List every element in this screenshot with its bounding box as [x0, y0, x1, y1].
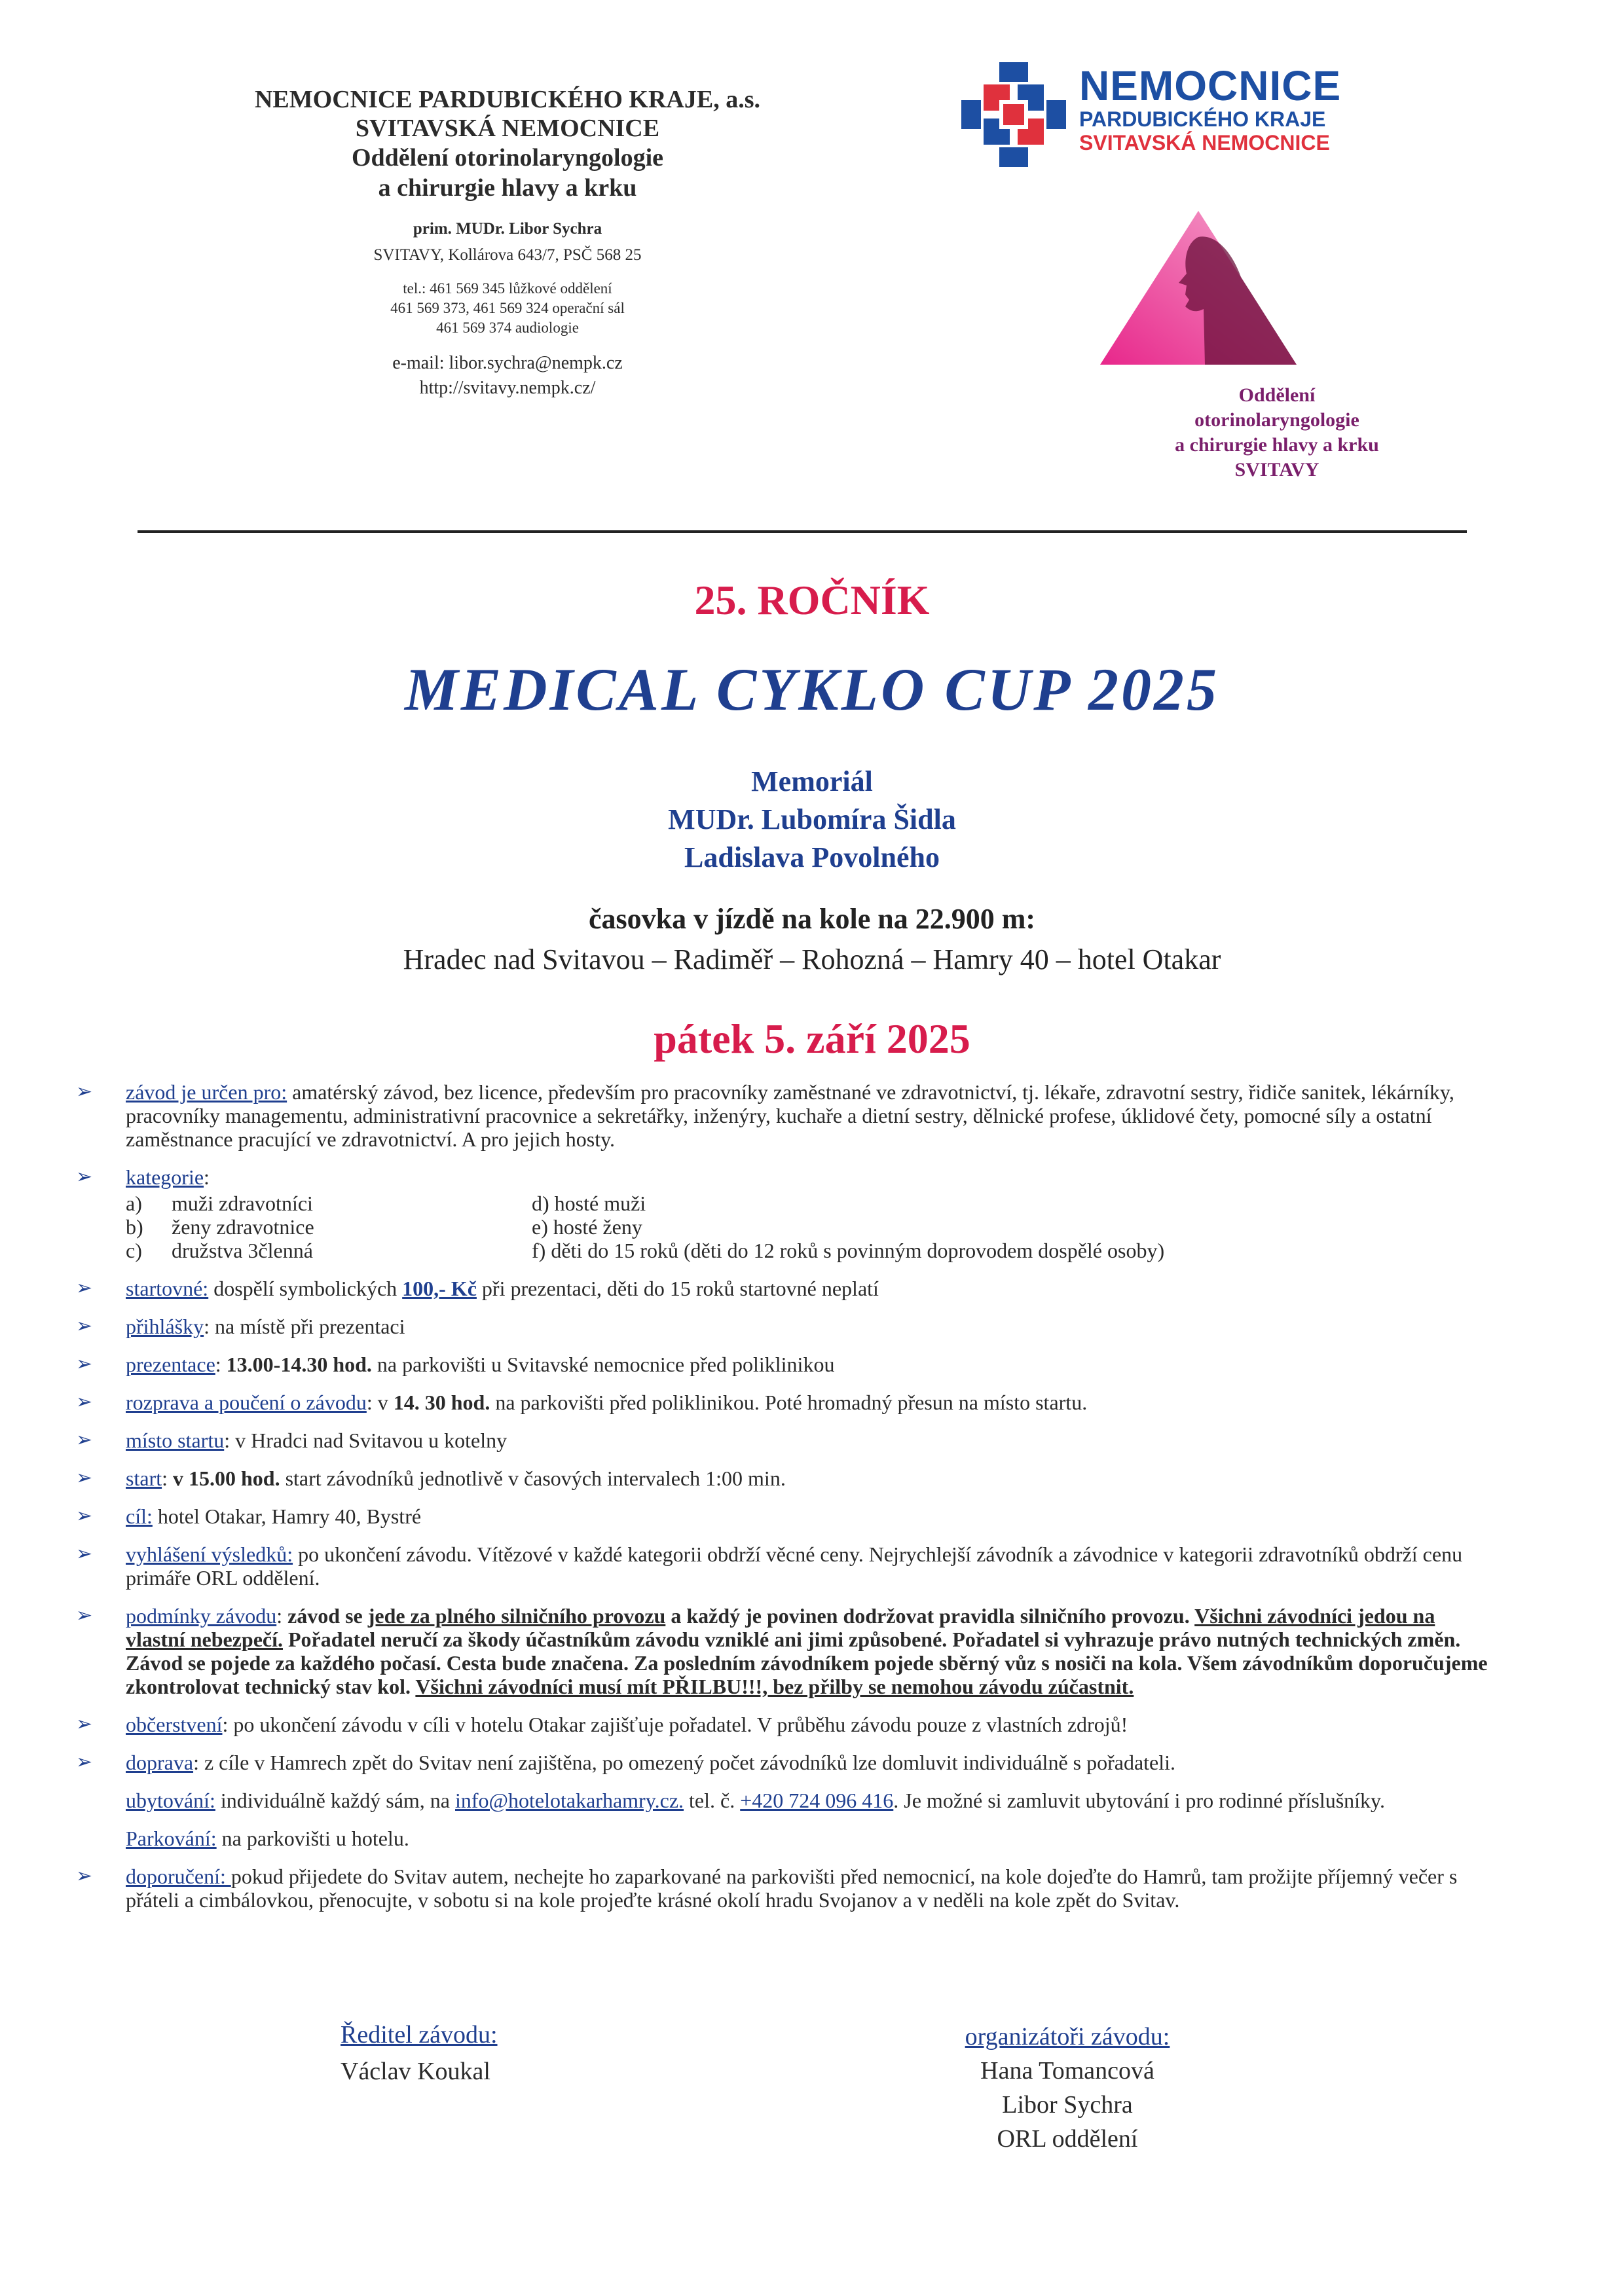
hospital-name: SVITAVSKÁ NEMOCNICE: [355, 115, 660, 142]
item-text: po ukončení závodu. Vítězové v každé kategorii obdrží věcné ceny. Nejrychlejší závodník a závodnice v kategorii zdravotníků obdrží cenu primáře ORL oddělení.: [126, 1542, 1463, 1590]
director-name: Václav Koukal: [341, 2058, 490, 2085]
director-block: [341, 2016, 602, 2090]
item-label: podmínky závodu: [126, 1604, 277, 1628]
item-text: :: [276, 1604, 288, 1628]
tel-line-2: 461 569 373, 461 569 324 operační sál: [390, 300, 625, 316]
item-text: : z cíle v Hamrech zpět do Svitav není zajištěna, po omezený počet závodníků lze domluvit individuálně s pořadateli.: [193, 1751, 1176, 1774]
arrow-bullet-icon: ➢: [76, 1751, 93, 1774]
list-item: [72, 1504, 1496, 1528]
memorial-block: [0, 763, 1624, 877]
arrow-bullet-icon: ➢: [76, 1429, 93, 1451]
item-text: a každý je povinen dodržovat pravidla silničního provozu.: [665, 1604, 1195, 1628]
header-divider: [138, 530, 1467, 533]
event-title: MEDICAL CYKLO CUP 2025: [404, 656, 1220, 723]
list-item: [72, 1080, 1496, 1151]
arrow-bullet-icon: ➢: [76, 1604, 93, 1627]
dept-badge-line-1: Oddělení: [1238, 384, 1316, 406]
logo-line-1: NEMOCNICE: [1079, 62, 1342, 109]
item-label: doprava: [126, 1751, 194, 1774]
item-text: :: [204, 1165, 210, 1189]
director-label: Ředitel závodu:: [341, 2021, 498, 2049]
category-key: c): [126, 1239, 142, 1262]
organizer-1: Hana Tomancová: [980, 2057, 1154, 2085]
logo-line-2: PARDUBICKÉHO KRAJE: [1079, 107, 1326, 131]
category-a: muži zdravotníci: [172, 1192, 313, 1215]
item-label: vyhlášení výsledků:: [126, 1542, 293, 1566]
arrow-bullet-icon: ➢: [76, 1542, 93, 1565]
item-label: kategorie: [126, 1165, 204, 1189]
list-item: [72, 1789, 1496, 1812]
category-key: b): [126, 1215, 143, 1239]
item-text: při prezentaci, děti do 15 roků startovné neplatí: [476, 1277, 879, 1300]
item-text: : na místě při prezentaci: [204, 1315, 405, 1338]
item-text: Všichni závodníci musí mít PŘILBU!!!, bez přilby se nemohou závodu zúčastnit.: [415, 1675, 1134, 1698]
arrow-bullet-icon: ➢: [76, 1315, 93, 1338]
item-label: ubytování:: [126, 1789, 215, 1812]
item-text: : v Hradci nad Svitavou u kotelny: [224, 1429, 507, 1452]
item-text: Pořadatel neručí za škody účastníkům závodu vzniklé ani jimi způsobené. Pořadatel si vyhrazuje právo nutných technických změn. Závod se pojede za každého počasí. Cesta bude značena. Za posledním závodníkem pojede sběrný vůz s nosiči na kola. Všem závodníkům doporučujeme zkontrolovat technický stav kol.: [126, 1628, 1488, 1698]
hospital-logo-text: [1079, 64, 1341, 155]
item-text: :: [162, 1467, 173, 1490]
item-text: dospělí symbolických: [208, 1277, 403, 1300]
category-key: a): [126, 1192, 142, 1215]
hotel-phone-link[interactable]: +420 724 096 416: [740, 1789, 894, 1812]
header-address-block: [131, 85, 884, 401]
info-list: [72, 1080, 1496, 1926]
dept-badge-line-3: a chirurgie hlavy a krku: [1175, 434, 1379, 456]
list-item: [72, 1391, 1496, 1414]
fee-amount: 100,- Kč: [402, 1277, 477, 1300]
item-label: cíl:: [126, 1504, 153, 1528]
dept-name-2: a chirurgie hlavy a krku: [378, 174, 637, 202]
item-text: na parkovišti před poliklinikou. Poté hromadný přesun na místo startu.: [490, 1391, 1088, 1414]
dept-badge: [982, 383, 1572, 483]
arrow-bullet-icon: ➢: [76, 1165, 93, 1188]
dept-badge-line-4: SVITAVY: [1234, 459, 1320, 481]
item-label: přihlášky: [126, 1315, 204, 1338]
item-text: tel. č.: [684, 1789, 741, 1812]
item-text: : v: [366, 1391, 394, 1414]
list-item: [72, 1429, 1496, 1452]
item-label: start: [126, 1467, 162, 1490]
item-label: doporučení:: [126, 1865, 231, 1888]
list-item: [72, 1751, 1496, 1774]
arrow-bullet-icon: ➢: [76, 1353, 93, 1376]
dept-name-1: Oddělení otorinolaryngologie: [351, 144, 664, 172]
arrow-bullet-icon: ➢: [76, 1467, 93, 1489]
ent-triangle-head-icon: [1100, 211, 1297, 365]
item-time: 13.00-14.30 hod.: [226, 1353, 372, 1376]
arrow-bullet-icon: ➢: [76, 1504, 93, 1527]
organizer-2: Libor Sychra: [1002, 2091, 1133, 2119]
list-item: [72, 1165, 1496, 1262]
item-text: hotel Otakar, Hamry 40, Bystré: [152, 1504, 422, 1528]
arrow-bullet-icon: ➢: [76, 1713, 93, 1736]
item-label: rozprava a poučení o závodu: [126, 1391, 367, 1414]
route: Hradec nad Svitavou – Radiměř – Rohozná – Hamry 40 – hotel Otakar: [403, 943, 1221, 975]
tel-line-3: 461 569 374 audiologie: [436, 319, 579, 336]
memorial-line-2: MUDr. Lubomíra Šidla: [668, 803, 956, 835]
email-line: e-mail: libor.sychra@nempk.cz: [392, 353, 623, 373]
category-d: d) hosté muži: [532, 1192, 646, 1215]
item-text: individuálně každý sám, na: [215, 1789, 455, 1812]
item-text: na parkovišti u hotelu.: [216, 1827, 409, 1850]
list-item: [72, 1315, 1496, 1338]
list-item: [72, 1542, 1496, 1590]
categories: [126, 1192, 1496, 1262]
item-text: jede za plného silničního provozu: [367, 1604, 666, 1628]
org-name: NEMOCNICE PARDUBICKÉHO KRAJE, a.s.: [254, 86, 760, 113]
arrow-bullet-icon: ➢: [76, 1391, 93, 1413]
item-text: start závodníků jednotlivě v časových intervalech 1:00 min.: [280, 1467, 786, 1490]
item-text: na parkovišti u Svitavské nemocnice před poliklinikou: [371, 1353, 835, 1376]
category-c: družstva 3členná: [172, 1239, 313, 1262]
item-text: : po ukončení závodu v cíli v hotelu Otakar zajišťuje pořadatel. V průběhu závodu pouze z vlastních zdrojů!: [222, 1713, 1128, 1736]
item-time: 14. 30 hod.: [393, 1391, 490, 1414]
item-label: občerstvení: [126, 1713, 223, 1736]
list-item: [72, 1604, 1496, 1698]
category-e: e) hosté ženy: [532, 1215, 642, 1239]
event-date: pátek 5. září 2025: [654, 1015, 970, 1062]
primar-name: prim. MUDr. Libor Sychra: [413, 220, 602, 238]
hospital-cross-logo-icon: [961, 62, 1066, 167]
organizers-block: [904, 2020, 1231, 2156]
list-item: [72, 1277, 1496, 1300]
list-item: [72, 1713, 1496, 1736]
item-label: startovné:: [126, 1277, 209, 1300]
memorial-line-3: Ladislava Povolného: [684, 841, 940, 873]
item-time: v 15.00 hod.: [172, 1467, 280, 1490]
item-label: Parkování:: [126, 1827, 217, 1850]
tel-line-1: tel.: 461 569 345 lůžkové oddělení: [403, 280, 612, 297]
item-text: závod se: [287, 1604, 368, 1628]
category-b: ženy zdravotnice: [172, 1215, 314, 1239]
web-line: http://svitavy.nempk.cz/: [419, 378, 596, 398]
hotel-email-link[interactable]: info@hotelotakarhamry.cz.: [455, 1789, 684, 1812]
item-label: místo startu: [126, 1429, 225, 1452]
arrow-bullet-icon: ➢: [76, 1865, 93, 1887]
list-item: [72, 1467, 1496, 1490]
organizer-3: ORL oddělení: [997, 2125, 1138, 2153]
list-item: [72, 1353, 1496, 1376]
dept-badge-line-2: otorinolaryngologie: [1194, 409, 1359, 431]
category-f: f) děti do 15 roků (děti do 12 roků s povinným doprovodem dospělé osoby): [532, 1239, 1165, 1262]
item-text: Všichni závodníci jedou na vlastní nebezpečí.: [126, 1604, 1435, 1651]
list-item: [72, 1827, 1496, 1850]
item-label: závod je určen pro:: [126, 1080, 287, 1104]
arrow-bullet-icon: ➢: [76, 1080, 93, 1103]
item-text: amatérský závod, bez licence, především pro pracovníky zaměstnané ve zdravotnictví, tj. lékaře, zdravotní sestry, řidiče sanitek, lékárníky, pracovníky managementu, administrativní pracovnice a sekretářky, inženýry, kuchaře a dietní sestry, dělnické profese, úklidové čety, pomocné síly a ostatní zaměstnance pracující ve zdravotnictví. A pro jejich hosty.: [126, 1080, 1454, 1151]
arrow-bullet-icon: ➢: [76, 1277, 93, 1300]
time-trial-distance: časovka v jízdě na kole na 22.900 m:: [589, 903, 1035, 935]
item-text: :: [215, 1353, 227, 1376]
edition-heading: 25. ROČNÍK: [694, 577, 930, 623]
organizers-label: organizátoři závodu:: [965, 2023, 1170, 2050]
memorial-line-1: Memoriál: [751, 765, 873, 797]
logo-line-3: SVITAVSKÁ NEMOCNICE: [1079, 131, 1330, 155]
list-item: [72, 1865, 1496, 1912]
item-label: prezentace: [126, 1353, 215, 1376]
item-text: . Je možné si zamluvit ubytování i pro rodinné příslušníky.: [893, 1789, 1385, 1812]
item-text: pokud přijedete do Svitav autem, nechejte ho zaparkované na parkovišti před nemocnicí, na kole dojeďte do Hamrů, tam prožijte příjemný večer s přáteli a cimbálovkou, přenocujte, v sobotu si na kole projeďte krásné okolí hradu Svojanov a v neděli na kole zpět do Svitav.: [126, 1865, 1458, 1912]
address: SVITAVY, Kollárova 643/7, PSČ 568 25: [373, 246, 642, 264]
